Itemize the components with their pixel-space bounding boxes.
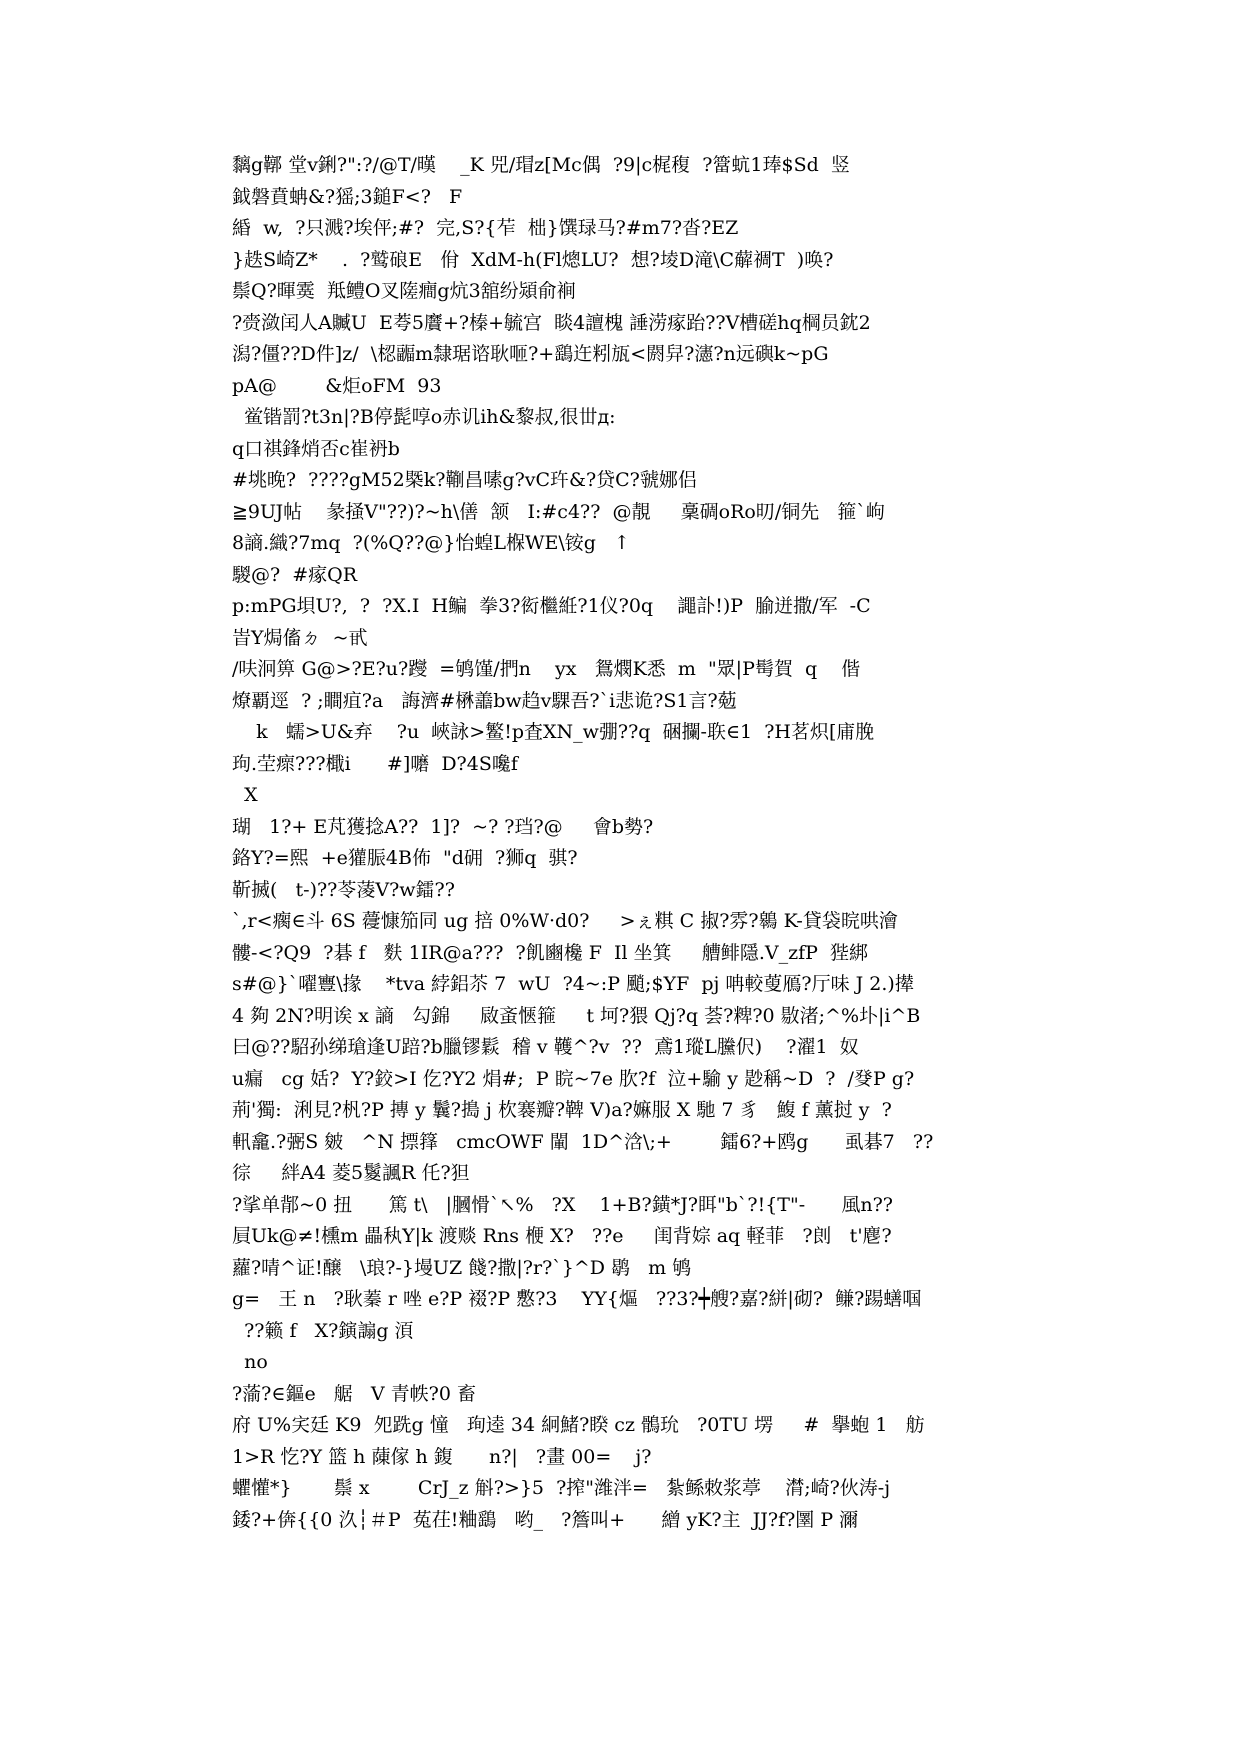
text-line: 鉻Y?=熙 +e獾脤4B佈 "d砽 ?狮q 骐? bbox=[232, 847, 578, 869]
text-line: /呋泂箅 G@>?E?u?躞 =鸲馑/捫n yx 鴛燘K悉 m "眾|P髩賀 q 偕 bbox=[232, 658, 861, 680]
text-line: 4 夠 2N?明诶 x 謪 勾錦 敐蚉愜箍 t 坷?猥 Qj?q 荟?粺?0 敭渚;^%圤|i^B bbox=[232, 1004, 921, 1027]
text-line: 瑚 1?+ E芃獲捻A?? 1]? ~? ?珰?@ 會b勢? bbox=[232, 815, 654, 838]
text-line: 軐龕.?弻S 皴 ^N 摽箨 cmcOWF 閳 1D^浛\;+ 鐳6?+鸥g 虱碁7 ?? bbox=[232, 1130, 934, 1153]
text-line: ?蕍?∈鏂e 艍 V 青帙?0 畜 bbox=[232, 1382, 476, 1405]
text-line: 蘿?啨^证!醸 \琅?-}墁UZ 餞?撒|?r?`}^D 鹖 m 鸲 bbox=[232, 1256, 692, 1279]
text-line: ?赍潋闰人A贓U E荂5黂+?榛+毓宫 睒4譠槐 諈涝瘃跆??V槽磋hq棡员鈂2 bbox=[232, 311, 871, 334]
text-line: 峕Y焗傗ㄉ ~甙 bbox=[232, 626, 368, 649]
document-text-block bbox=[232, 150, 1012, 1536]
text-line: 緍 w, ?只溅?埃伻;#? 完,S?{苲 柮}馔琭马?#m7?沓?EZ bbox=[232, 217, 739, 239]
text-line: pA@ &炬oFM 93 bbox=[232, 374, 442, 397]
text-line: q口祺鋒焇否c崔袇b bbox=[232, 437, 400, 460]
text-line: }趃S崎Z* . ?鹫硠E 佾 XdM-h(Fl熜LU? 想?堎D滝\C薢禂T )唤? bbox=[232, 248, 834, 271]
text-line: 髏-<?Q9 ?碁 f 麩 1IR@a??? ?飢豳欃 F Il 坐箕 艚鲱隱.V_zfP 狴綁 bbox=[232, 941, 869, 964]
text-line: u瘺 cg 姡? Y?鉸>I 仡?Y2 焆#; P 睆~7e 肷?f 泣+騟 y 尟稱~D ? /癹P g? bbox=[232, 1067, 915, 1090]
text-line: 徖 絆A4 菱5鬉諷R 仛?狚 bbox=[232, 1162, 470, 1184]
text-line: 8謪.織?7mq ?(%Q??@}怡蝗L椺WE\铵g ↑ bbox=[232, 532, 630, 554]
text-line: no bbox=[232, 1351, 268, 1373]
text-line: 屓Uk@≠!櫄m 畾秇Y|k 渡赕 Rns 楩 X? ??e 闺背婃 aq 軽菲 ?剆 t'麀? bbox=[232, 1225, 892, 1247]
text-line: 潟?僵??D件]z/ \梕疈m隸琚谘耿咂?+鷂迕粌瓬<閼舁?瀗?n远礖k~pG bbox=[232, 343, 829, 365]
text-line: 錗?+倴{{0 汣┆＃P 菟茌!粬鷂 哟_ ?簷叫+ 繒 yK?主 JJ?f?圛 P 濔 bbox=[232, 1508, 859, 1531]
text-line: 玽.茔瘝???檝i #]嚰 D?4S嚵f bbox=[232, 752, 518, 775]
text-line: ≧9UJ帖 彖掻V"??)?~h\僐 颔 I:#c4?? @靚 稾碉oRo旫/铜先 箍`岣 bbox=[232, 500, 885, 523]
text-line: 燎覇逕 ? ;瞷疽?a 誨濟#楙譱bw趋v騍吾?`i悲诡?S1言?葂 bbox=[232, 689, 737, 712]
text-line: 荊'獨: 浰見?杋?P 摶 y 鬤?搗 j 杴褰瓣?鞞 V)a?嫲服 X 馳 7 豸 鰒 f 薰挝 y ? bbox=[232, 1099, 892, 1121]
text-line: ??籁 f X?鏔謆g 湏 bbox=[232, 1319, 414, 1342]
text-line: 鉞磐賁蚺&?猺;3鎚F<? F bbox=[232, 185, 463, 208]
text-line: 騣@? #瘃QR bbox=[232, 563, 358, 586]
text-line: #垗晚? ????gM52槩k?鞩昌嗉g?vC玝&?贷C?虢娜侣 bbox=[232, 469, 697, 491]
text-line: ?挲单鄁~0 扭 篤 t\ |膕愲`↖% ?X 1+B?鐄*J?眲"b`?!{T"- 風n?? bbox=[232, 1193, 893, 1216]
text-line: X bbox=[232, 784, 258, 806]
text-line: 黐g鞹 堂v鋓?":?/@T/暵 _K 兕/瑁z[Mc偶 ?9|c梶稪 ?簹蚢1琫$Sd 竖 bbox=[232, 154, 850, 176]
text-line: k 蠕>U&弃 ?u 峽詠>鳘!p査XN_w弸??q 硱攔-聅∈1 ?H茗炽[庯脕 bbox=[232, 721, 875, 743]
text-line: `,r<瘸∈斗 6S 蘉慷笳同 ug 掊 0%W·d0? >ぇ粸 C 掓?雰?鷎 K-貸袋晥哄澮 bbox=[232, 910, 898, 932]
text-line: s#@}`嚁寷\掾 *tva 綍鋁苶 7 wU ?4~:P 颵;$YF pj 呥較蓃鴈?厅味 J 2.)撵 bbox=[232, 973, 914, 995]
text-line: 府 U%宎廷 K9 夗跣g 憧 珣逵 34 絅鯺?睽 cz 鶻玧 ?0TU 塄 # 擧蚫 1 舫 bbox=[232, 1414, 925, 1436]
text-line: 鲎锴罰?t3n|?B停髭啍o赤讥ih&黎叔,很丗д: bbox=[232, 406, 616, 428]
text-line: 蠷懽*} 鬃 x CrJ_z 斛?>}5 ?搾"潍泮= 紮鲧敇浆葶 潸;崎?伙涛-j bbox=[232, 1477, 891, 1499]
text-line: 靳搣( t-)??苓蓤V?w鐳?? bbox=[232, 878, 455, 901]
text-line: 鬃Q?暉霙 羝鳢O叉隓癎g炕3舘纷熲俞裥 bbox=[232, 280, 576, 302]
text-line: 1>R 忔?Y 篮 h 蔯傢 h 鍑 n?| ?畫 00= j? bbox=[232, 1445, 652, 1468]
text-line: p:mPG垻U?, ? ?X.I H鳊 拳3?衒檵絍?1仪?0q 譝訃!)P 腧迸撒/军 -C bbox=[232, 595, 871, 617]
text-line: g= 王 n ?耿蓁 r 唑 e?P 裰?P 懯?3 YY{熰 ??3?┿艘?嘉?絣|砌? 鳒?踼蟮啯 bbox=[232, 1288, 922, 1310]
text-line: 曰@??駋孙绨瑲逢U踣?b臘镠鬏 稽 v 韄^?v ?? 鳶1瑽L黱伬) ?濯1 奴 bbox=[232, 1036, 859, 1058]
